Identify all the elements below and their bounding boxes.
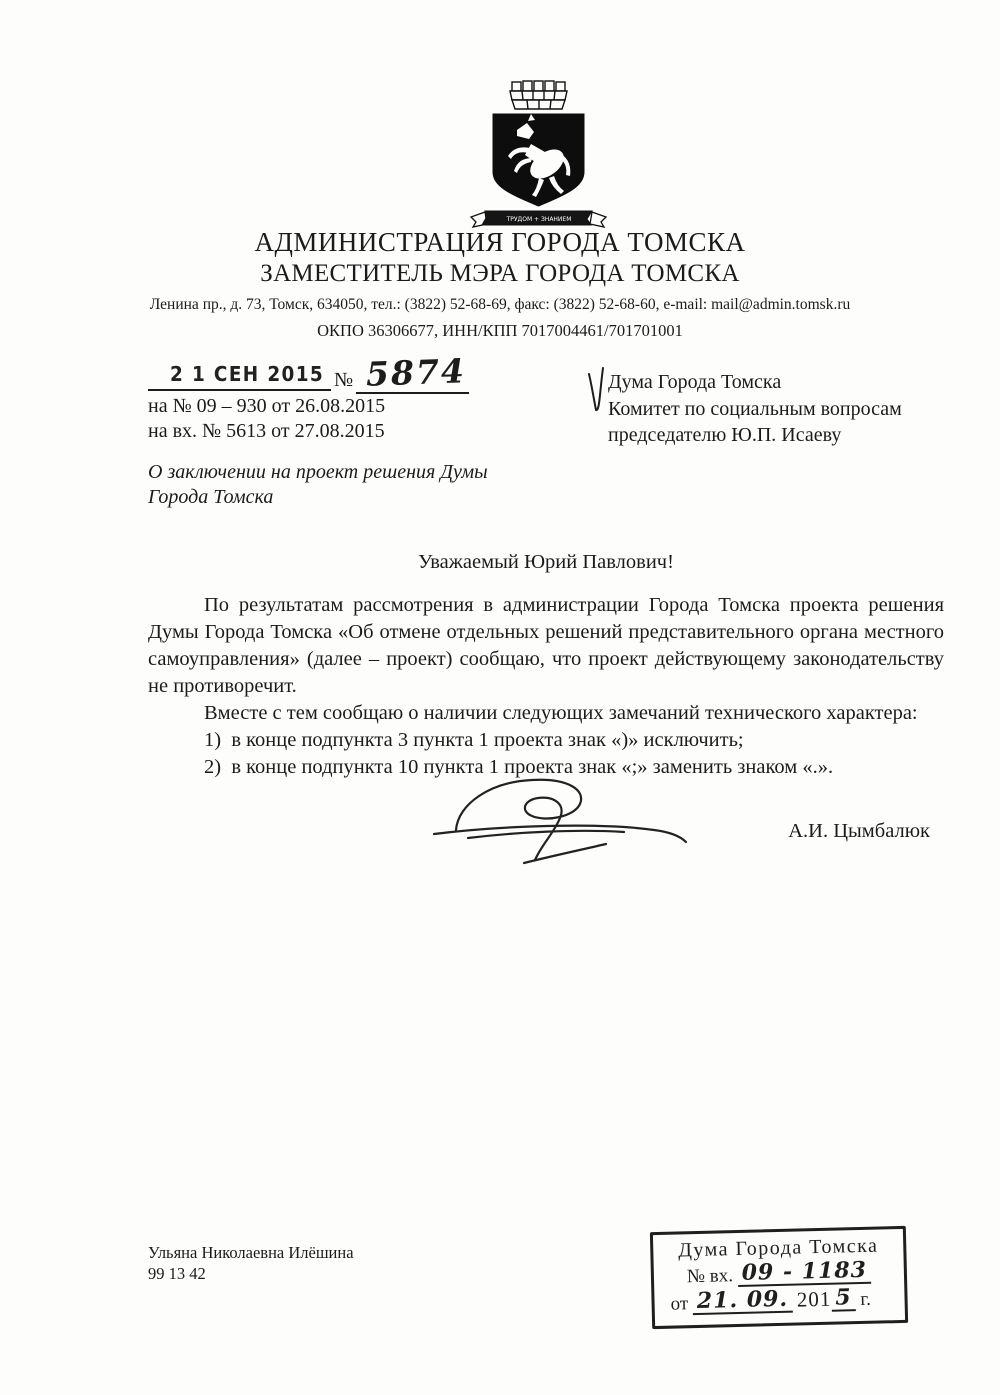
stamp-year-digit: 5	[831, 1286, 856, 1312]
mural-crown-icon	[510, 81, 567, 109]
stamp-date-value: 21. 09.	[693, 1288, 793, 1315]
stamp-entry-number: 09 - 1183	[737, 1259, 871, 1287]
stamp-year-printed: 201	[796, 1286, 832, 1312]
shield-icon	[493, 114, 584, 206]
coat-of-arms-graphic	[455, 80, 625, 230]
outgoing-number-handwritten: 5874	[365, 351, 467, 394]
stamp-year-suffix: г.	[860, 1288, 872, 1311]
remark-item-2: 2) в конце подпункта 10 пункта 1 проекта знак «;» заменить знаком «.».	[204, 756, 834, 778]
subject-block	[148, 460, 488, 510]
recipient-block	[608, 369, 902, 449]
checkmark-icon	[586, 365, 606, 417]
stamp-date-row	[660, 1285, 899, 1317]
letter-body	[148, 592, 944, 781]
body-paragraph-1: По результатам рассмотрения в администрации Города Томска проекта решения Думы Города Томска «Об отмене отдельных решений представительного органа местного самоуправления» (далее – проект) сообщаю, что проект действующему законодательству не противоречит.	[148, 594, 944, 697]
remark-item-1: 1) в конце подпункта 3 пункта 1 проекта знак «)» исключить;	[204, 729, 744, 751]
received-date-stamp: 2 1 СЕН 2015	[170, 362, 325, 386]
ribbon-motto: ТРУДОМ + ЗНАНИЕМ	[506, 216, 572, 223]
body-paragraph-2: Вместе с тем сообщаю о наличии следующих замечаний технического характера:	[204, 702, 918, 724]
signer-name: А.И. Цымбалюк	[788, 820, 930, 842]
recipient-line-1: Дума Города Томска	[608, 371, 782, 393]
reference-line-1: на № 09 – 930 от 26.08.2015	[148, 395, 386, 417]
subject-line-1: О заключении на проект решения Думы	[148, 461, 488, 483]
reference-line-2: на вх. № 5613 от 27.08.2015	[148, 420, 385, 442]
org-codes: ОКПО 36306677, ИНН/КПП 7017004461/701701001	[317, 321, 683, 340]
stamp-entry-label: № вх.	[686, 1265, 734, 1288]
org-address: Ленина пр., д. 73, Томск, 634050, тел.: (3822) 52-68-69, факс: (3822) 52-68-60, e-mail: mail@admin.tomsk.ru	[149, 296, 851, 313]
ribbon-icon	[471, 211, 606, 227]
recipient-line-2: Комитет по социальным вопросам	[608, 397, 902, 420]
coat-of-arms	[455, 80, 625, 230]
executor-name: Ульяна Николаевна Илёшина	[148, 1243, 354, 1262]
recipient-line-3: председателю Ю.П. Исаеву	[608, 424, 842, 446]
executor-block	[148, 1243, 354, 1284]
stamp-date-label: от	[670, 1293, 689, 1315]
salutation: Уважаемый Юрий Павлович!	[418, 551, 674, 573]
outgoing-number-label: №	[334, 369, 354, 391]
org-name: АДМИНИСТРАЦИЯ ГОРОДА ТОМСКА	[254, 227, 746, 257]
number-underline	[356, 392, 469, 394]
executor-phone: 99 13 42	[148, 1263, 206, 1283]
stamp-title: Дума Города Томска	[677, 1234, 879, 1262]
signature-scribble	[428, 770, 698, 865]
date-underline	[148, 389, 331, 391]
subject-line-2: Города Томска	[148, 486, 274, 508]
org-subtitle: ЗАМЕСТИТЕЛЬ МЭРА ГОРОДА ТОМСКА	[260, 260, 740, 287]
incoming-stamp	[650, 1226, 908, 1329]
